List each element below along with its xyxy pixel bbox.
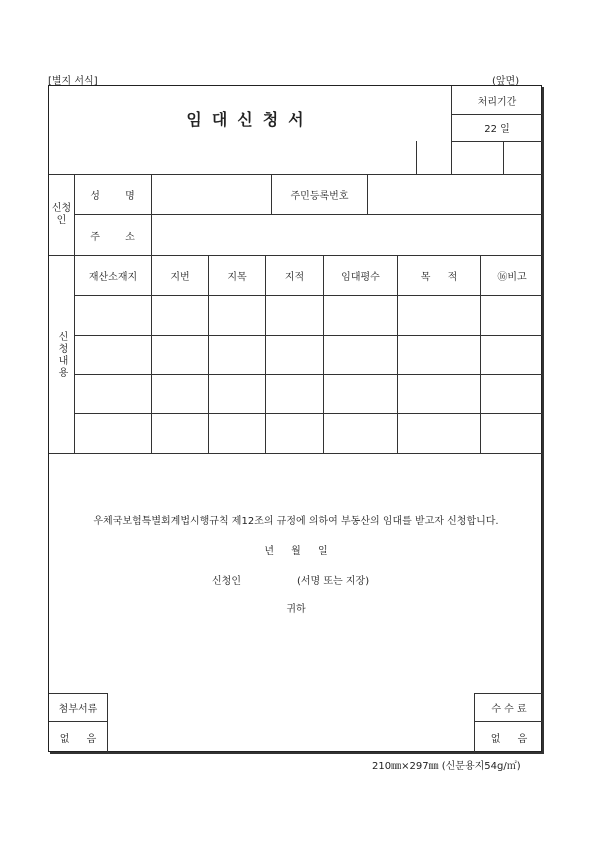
processing-value: 22 일 [484, 124, 510, 135]
attachments-label: 첨부서류 [58, 703, 98, 715]
column-header-lease-area: 임대평수 [341, 272, 380, 283]
name-field[interactable] [152, 174, 271, 214]
content-section-label-wrap [49, 256, 74, 453]
column-header-location: 재산소재지 [88, 272, 138, 283]
fee-label: 수 수 료 [491, 703, 527, 715]
column-header-area: 지적 [284, 272, 305, 283]
application-form [48, 85, 542, 752]
signature-label: 신청인 [212, 576, 241, 587]
address-label: 주 소 [90, 231, 136, 243]
attachments-value: 없 음 [59, 733, 97, 745]
date-line: 년 월 일 [264, 545, 328, 557]
id-number-field[interactable] [368, 174, 543, 214]
side-label: (앞면) [492, 76, 520, 87]
addressee: 귀하 [286, 603, 306, 615]
column-header-remarks: ⑯비고 [497, 272, 527, 283]
content-section-label: 신청내용 [56, 330, 67, 379]
paper-spec: 210㎜×297㎜ (신문용지54g/㎡) [372, 761, 521, 772]
id-number-label: 주민등록번호 [290, 190, 349, 202]
processing-label: 처리기간 [477, 96, 517, 108]
signature-note: (서명 또는 지장) [297, 576, 370, 587]
column-header-lot-number: 지번 [170, 272, 190, 283]
form-label: [별지 서식] [48, 76, 98, 87]
applicant-section-label: 신청인 [51, 202, 72, 226]
column-header-land-category: 지목 [227, 272, 247, 283]
page-title: 임대신청서 [186, 109, 314, 129]
address-field[interactable] [152, 215, 543, 255]
column-header-purpose: 목 적 [420, 272, 458, 283]
statement-text: 우체국보험특별회계법시행규칙 제12조의 규정에 의하여 부동산의 임대를 받고자 신청합니다. [93, 515, 499, 527]
name-label: 성 명 [90, 190, 136, 202]
fee-value: 없 음 [490, 733, 528, 745]
